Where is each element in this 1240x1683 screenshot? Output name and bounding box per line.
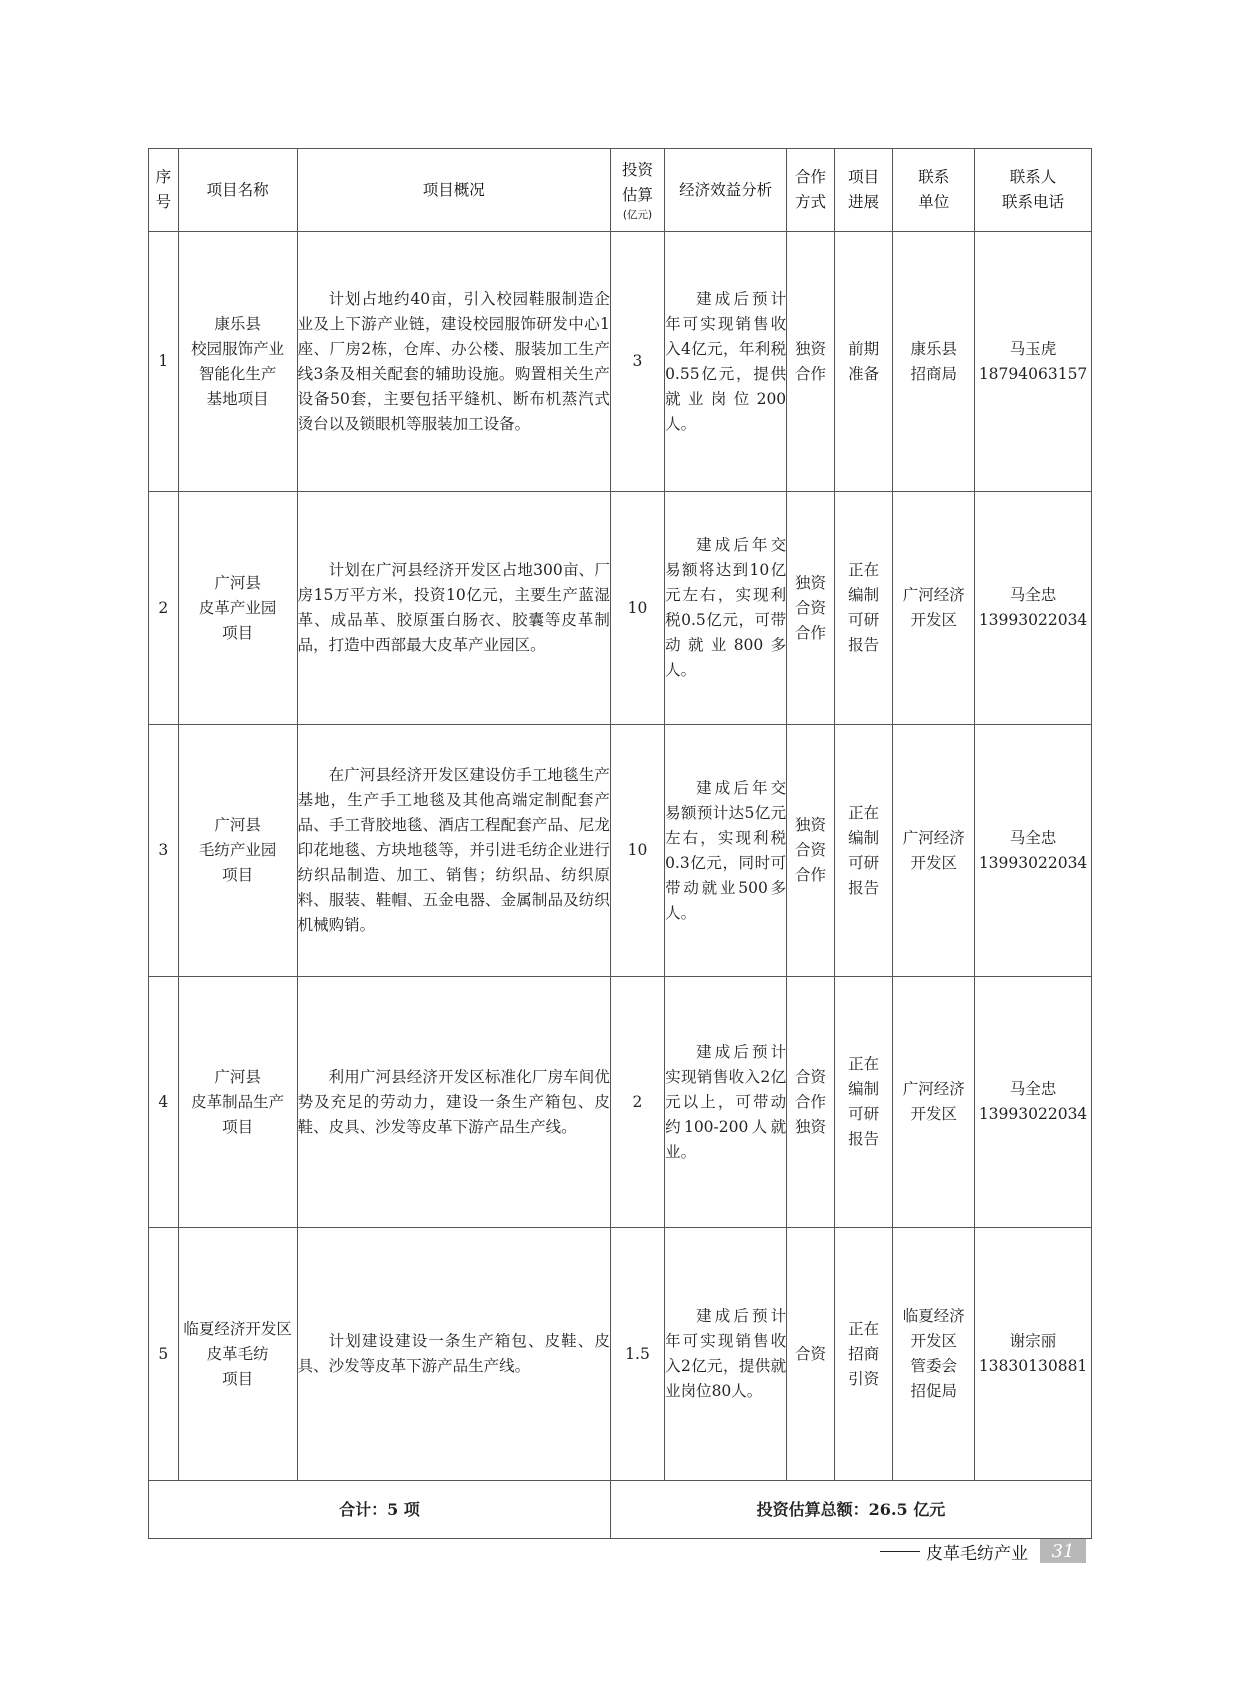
row-name-line: 校园服饰产业: [191, 339, 285, 358]
row-name-line: 康乐县: [214, 314, 261, 333]
header-name: 项目名称: [178, 149, 297, 232]
row-unit-line: 广河经济: [902, 828, 965, 847]
row-progress: [834, 725, 892, 977]
row-contact-line: 13993022034: [978, 611, 1088, 629]
row-seq: 1: [149, 232, 179, 492]
row-coop-line: 独资: [795, 816, 827, 834]
row-coop-line: 独资: [795, 339, 827, 358]
total-row: [149, 1481, 1092, 1539]
row-name-line: 皮革制品生产: [191, 1092, 285, 1111]
row-progress-line: 正在: [848, 803, 880, 822]
row-progress-line: 准备: [848, 364, 880, 383]
row-name-line: 皮革产业园: [198, 598, 277, 617]
row-name-line: 临夏经济开发区: [183, 1319, 292, 1338]
row-invest: 3: [610, 232, 664, 492]
row-name: [178, 492, 297, 725]
row-coop-line: 合资: [795, 1067, 827, 1086]
row-overview-text: 在广河县经济开发区建设仿手工地毯生产基地，生产手工地毯及其他高端定制配套产品、手工背胶地毯、酒店工程配套产品、尼龙印花地毯、方块地毯等，并引进毛纺企业进行纺织品制造、加工、销售；纺织品、纺织原料、服装、鞋帽、五金电器、金属制品及纺织机械购销。: [297, 766, 610, 934]
row-name-line: 项目: [222, 1369, 254, 1388]
row-coop-line: 合资: [795, 1344, 827, 1363]
row-contact: [975, 1228, 1092, 1481]
row-overview: [297, 725, 610, 977]
row-progress-line: 报告: [848, 636, 880, 654]
row-unit-line: 康乐县: [910, 339, 957, 358]
table-header-row: [149, 149, 1092, 232]
row-coop: [787, 725, 835, 977]
row-unit: [893, 492, 975, 725]
row-seq: 5: [149, 1228, 179, 1481]
row-invest: 10: [610, 725, 664, 977]
row-contact-line: 18794063157: [978, 364, 1088, 383]
row-unit: [893, 725, 975, 977]
row-overview-text: 计划占地约40亩，引入校园鞋服制造企业及上下游产业链，建设校园服饰研发中心1座、厂房2栋，仓库、办公楼、服装加工生产线3条及相关配套的辅助设施。购置相关生产设备50套，主要包括平缝机、断布机蒸汽式烫台以及锁眼机等服装加工设备。: [297, 289, 610, 433]
row-coop-line: 合作: [795, 1092, 827, 1111]
row-seq: 3: [149, 725, 179, 977]
row-name: [178, 1228, 297, 1481]
row-unit-line: 开发区: [910, 853, 957, 872]
row-coop-line: 合资: [795, 598, 827, 617]
header-overview: 项目概况: [297, 149, 610, 232]
row-benefit: [665, 977, 787, 1228]
row-unit-line: 开发区: [910, 611, 957, 629]
row-progress-line: 编制: [848, 828, 880, 847]
table-row: [149, 725, 1092, 977]
row-progress-line: 正在: [848, 1055, 880, 1073]
row-contact-line: 13993022034: [978, 1105, 1088, 1123]
row-contact-line: 13830130881: [978, 1357, 1088, 1375]
row-name-line: 皮革毛纺: [206, 1344, 269, 1363]
row-progress-line: 可研: [848, 611, 880, 629]
row-progress-line: 可研: [848, 853, 880, 872]
row-overview: [297, 1228, 610, 1481]
row-benefit-text: 建成后预计年可实现销售收入2亿元，提供就业岗位80人。: [665, 1307, 787, 1400]
row-name-line: 项目: [222, 623, 254, 642]
row-coop: [787, 492, 835, 725]
row-contact: [975, 492, 1092, 725]
row-progress-line: 正在: [848, 561, 880, 579]
row-unit-line: 临夏经济: [902, 1307, 965, 1325]
row-name-line: 项目: [222, 866, 254, 884]
header-benefit: 经济效益分析: [665, 149, 787, 232]
row-progress-line: 前期: [848, 339, 880, 358]
row-progress-line: 报告: [848, 1130, 880, 1148]
header-unit: 联系 单位: [893, 149, 975, 232]
row-unit-line: 管委会: [910, 1357, 957, 1375]
row-unit: [893, 1228, 975, 1481]
row-progress-line: 编制: [848, 586, 880, 604]
row-contact-line: 马玉虎: [1009, 339, 1057, 358]
header-invest: 投资 估算 (亿元): [610, 149, 664, 232]
row-overview: [297, 232, 610, 492]
row-benefit: [665, 1228, 787, 1481]
row-contact-line: 13993022034: [978, 853, 1088, 872]
row-name-line: 毛纺产业园: [198, 841, 277, 859]
row-unit-line: 开发区: [910, 1105, 957, 1123]
row-overview-text: 利用广河县经济开发区标准化厂房车间优势及充足的劳动力，建设一条生产箱包、皮鞋、皮具、沙发等皮革下游产品生产线。: [297, 1067, 610, 1136]
row-contact-line: 马全忠: [1009, 1080, 1057, 1098]
row-name-line: 广河县: [214, 573, 261, 592]
header-invest-unit: (亿元): [622, 209, 653, 221]
row-benefit: [665, 492, 787, 725]
page-footer: [880, 1539, 1086, 1563]
row-benefit-text: 建成后年交易额将达到10亿元左右，实现利税0.5亿元，可带动就业800多人。: [665, 536, 787, 679]
row-name-line: 智能化生产: [198, 364, 277, 383]
row-invest: 2: [610, 977, 664, 1228]
row-seq: 2: [149, 492, 179, 725]
header-progress: 项目 进展: [834, 149, 892, 232]
row-coop-line: 合资: [795, 841, 827, 859]
row-overview-text: 计划建设建设一条生产箱包、皮鞋、皮具、沙发等皮革下游产品生产线。: [297, 1332, 610, 1375]
row-coop: [787, 232, 835, 492]
row-contact: [975, 725, 1092, 977]
row-benefit: [665, 725, 787, 977]
row-unit-line: 广河经济: [902, 586, 965, 604]
row-unit-line: 招商局: [910, 364, 957, 383]
table-row: [149, 1228, 1092, 1481]
row-name-line: 广河县: [214, 816, 261, 834]
row-coop-line: 合作: [795, 364, 827, 383]
row-overview: [297, 492, 610, 725]
table-row: [149, 232, 1092, 492]
row-progress-line: 可研: [848, 1105, 880, 1123]
row-name-line: 项目: [222, 1117, 254, 1136]
row-name-line: 广河县: [214, 1067, 261, 1086]
row-benefit-text: 建成后预计实现销售收入2亿元以上，可带动约100-200人就业。: [665, 1042, 787, 1161]
project-table: [148, 148, 1092, 1539]
header-coop: 合作 方式: [787, 149, 835, 232]
row-coop-line: 独资: [795, 573, 827, 592]
row-progress-line: 正在: [848, 1319, 880, 1338]
row-benefit-text: 建成后年交易额预计达5亿元左右，实现利税0.3亿元，同时可带动就业500多人。: [665, 778, 787, 922]
row-overview-text: 计划在广河县经济开发区占地300亩、厂房15万平方米，投资10亿元，主要生产蓝湿革、成品革、胶原蛋白肠衣、胶囊等皮革制品，打造中西部最大皮革产业园区。: [297, 561, 610, 654]
row-contact: [975, 232, 1092, 492]
row-progress: [834, 492, 892, 725]
footer-rule: [880, 1551, 920, 1552]
total-count: 合计：5 项: [149, 1481, 611, 1539]
row-contact-line: 马全忠: [1009, 586, 1057, 604]
row-invest: 1.5: [610, 1228, 664, 1481]
table-row: [149, 977, 1092, 1228]
row-progress: [834, 232, 892, 492]
row-unit-line: 招促局: [910, 1382, 957, 1400]
row-name-line: 基地项目: [206, 389, 269, 408]
header-contact-phone: 联系电话: [1002, 193, 1065, 211]
row-progress: [834, 977, 892, 1228]
row-contact-line: 谢宗丽: [1009, 1332, 1057, 1350]
row-unit-line: 广河经济: [902, 1080, 965, 1098]
row-contact-line: 马全忠: [1009, 828, 1057, 847]
total-investment: 投资估算总额：26.5 亿元: [610, 1481, 1091, 1539]
row-progress-line: 编制: [848, 1080, 880, 1098]
row-coop: [787, 977, 835, 1228]
header-seq: 序 号: [149, 149, 179, 232]
row-name: [178, 232, 297, 492]
row-progress: [834, 1228, 892, 1481]
row-unit-line: 开发区: [910, 1332, 957, 1350]
row-coop-line: 独资: [795, 1117, 827, 1136]
row-unit: [893, 232, 975, 492]
row-progress-line: 招商: [848, 1344, 880, 1363]
footer-section-title: 皮革毛纺产业: [926, 1543, 1028, 1564]
row-seq: 4: [149, 977, 179, 1228]
page-number: 31: [1040, 1539, 1086, 1563]
row-name: [178, 977, 297, 1228]
row-progress-line: 报告: [848, 878, 880, 897]
row-unit: [893, 977, 975, 1228]
row-benefit-text: 建成后预计年可实现销售收入4亿元，年利税0.55亿元，提供就业岗位200人。: [665, 289, 787, 433]
row-benefit: [665, 232, 787, 492]
header-contact-person: 联系人: [1009, 168, 1057, 186]
row-progress-line: 引资: [848, 1369, 880, 1388]
row-overview: [297, 977, 610, 1228]
row-invest: 10: [610, 492, 664, 725]
row-coop-line: 合作: [795, 623, 827, 642]
row-coop: [787, 1228, 835, 1481]
header-contact: [975, 149, 1092, 232]
row-name: [178, 725, 297, 977]
row-coop-line: 合作: [795, 866, 827, 884]
row-contact: [975, 977, 1092, 1228]
table-row: [149, 492, 1092, 725]
